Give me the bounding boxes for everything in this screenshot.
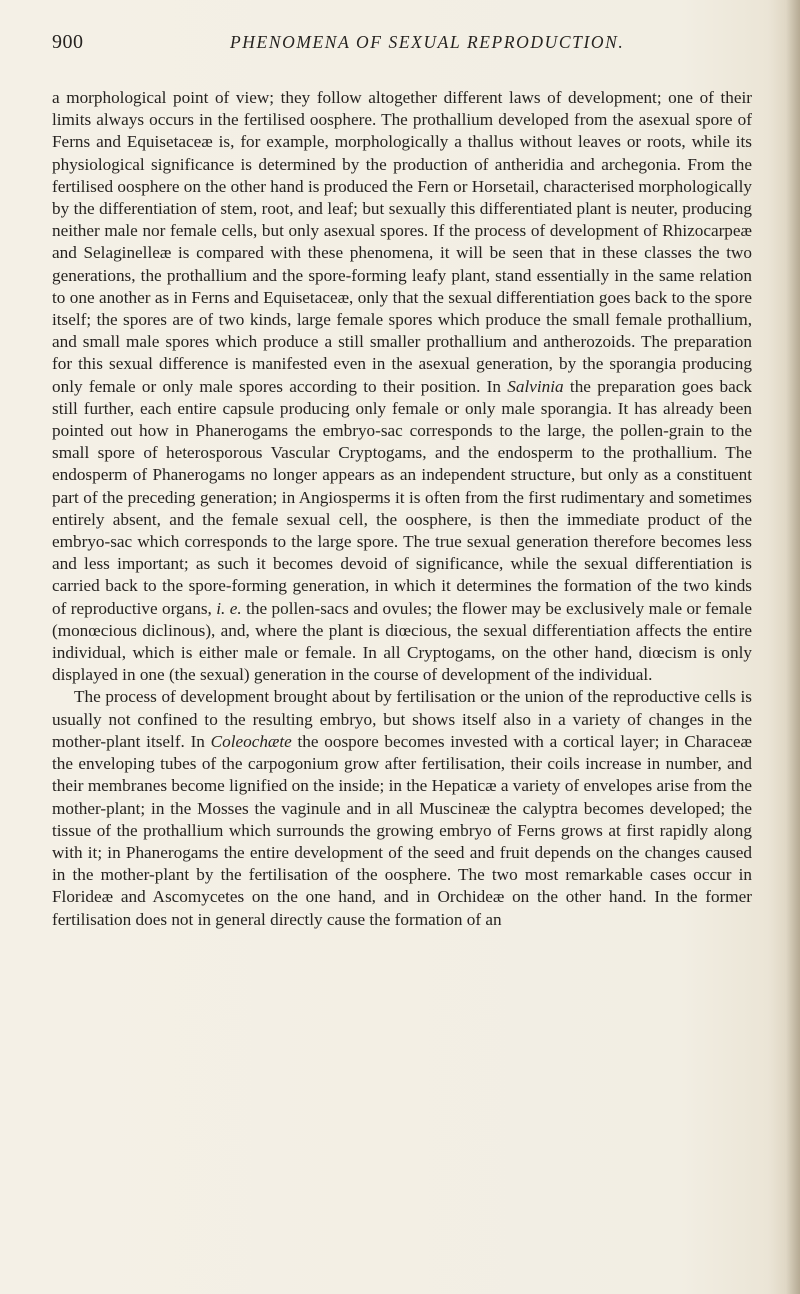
paragraph bbox=[52, 87, 752, 686]
text-segment: a morphological point of view; they follow altogether different laws of development; one of their limits always occurs in the fertilised oosphere. The prothallium developed from the asexual spore of Ferns and Equisetaceæ is, for example, morphologically a thallus without leaves or roots, while its physiological significance is determined by the production of antheridia and archegonia. From the fertilised oosphere on the other hand is produced the Fern or Horsetail, characterised morphologically by the differentiation of stem, root, and leaf; but sexually this differentiated plant is neuter, producing neither male nor female cells, but only asexual spores. If the process of development of Rhizocarpeæ and Selaginelleæ is compared with these phenomena, it will be seen that in these classes the two generations, the prothallium and the spore-forming leafy plant, stand essentially in the same relation to one another as in Ferns and Equisetaceæ, only that the sexual differentiation goes back to the spore itself; the spores are of two kinds, large female spores which produce the small female prothallium, and small male spores which produce a still smaller prothallium and antherozoids. The preparation for this sexual difference is manifested even in the asexual generation, by the sporangia producing only female or only male spores according to their position. In bbox=[52, 88, 752, 396]
running-title: PHENOMENA OF SEXUAL REPRODUCTION. bbox=[230, 32, 625, 52]
page-edge-shadow bbox=[786, 0, 800, 1294]
text-segment-italic: i. e. bbox=[216, 598, 242, 618]
text-segment: the oospore becomes invested with a cortical layer; in Characeæ the enveloping tubes of the carpogonium grow after fertilisation, their coils increase in number, and their membranes become lignified on the inside; in the Hepaticæ a variety of envelopes arise from the mother-plant; in the Mosses the vaginule and in all Muscineæ the calyptra becomes developed; the tissue of the prothallium which surrounds the growing embryo of Ferns grows at first rapidly along with it; in Phanerogams the entire development of the seed and fruit depends on the changes caused in the mother-plant by the fertilisation of the oosphere. The two most remarkable cases occur in Florideæ and Ascomycetes on the one hand, and in Orchideæ on the other hand. In the former fertilisation does not in general directly cause the formation of an bbox=[52, 731, 752, 929]
text-segment-italic: Coleochæte bbox=[210, 731, 292, 751]
page-header bbox=[52, 31, 752, 61]
body-text bbox=[52, 87, 752, 931]
text-segment: the pollen-sacs and ovules; the flower may be exclusively male or female (monœcious diclinous), and, where the plant is diœcious, the sexual differentiation affects the entire individual, which is either male or female. In all Cryptogams, on the other hand, diœcism is only displayed in one (the sexual) generation in the course of development of the individual. bbox=[52, 598, 753, 685]
page-number: 900 bbox=[52, 31, 84, 53]
text-segment: The process of development brought about by fertilisation or the union of the reproductive cells is usually not confined to the resulting embryo, but shows itself also in a variety of changes in the mother-plant itself. In bbox=[52, 687, 752, 751]
paragraph bbox=[52, 686, 752, 930]
text-segment-italic: Salvinia bbox=[507, 376, 564, 396]
text-segment: the preparation goes back still further, each entire capsule producing only female or only male sporangia. It has already been pointed out how in Phanerogams the embryo-sac corresponds to the large, the pollen-grain to the small spore of heterosporous Vascular Cryptogams, and the endosperm to the prothallium. The endosperm of Phanerogams no longer appears as an independent structure, but only as a constituent part of the preceding generation; in Angiosperms it is often from the first rudimentary and sometimes entirely absent, and the female sexual cell, the oosphere, is then the immediate product of the embryo-sac which corresponds to the large spore. The true sexual generation therefore becomes less and less important; as such it becomes devoid of significance, while the sexual differentiation is carried back to the spore-forming generation, in which it determines the formation of the two kinds of reproductive organs, bbox=[52, 376, 752, 618]
